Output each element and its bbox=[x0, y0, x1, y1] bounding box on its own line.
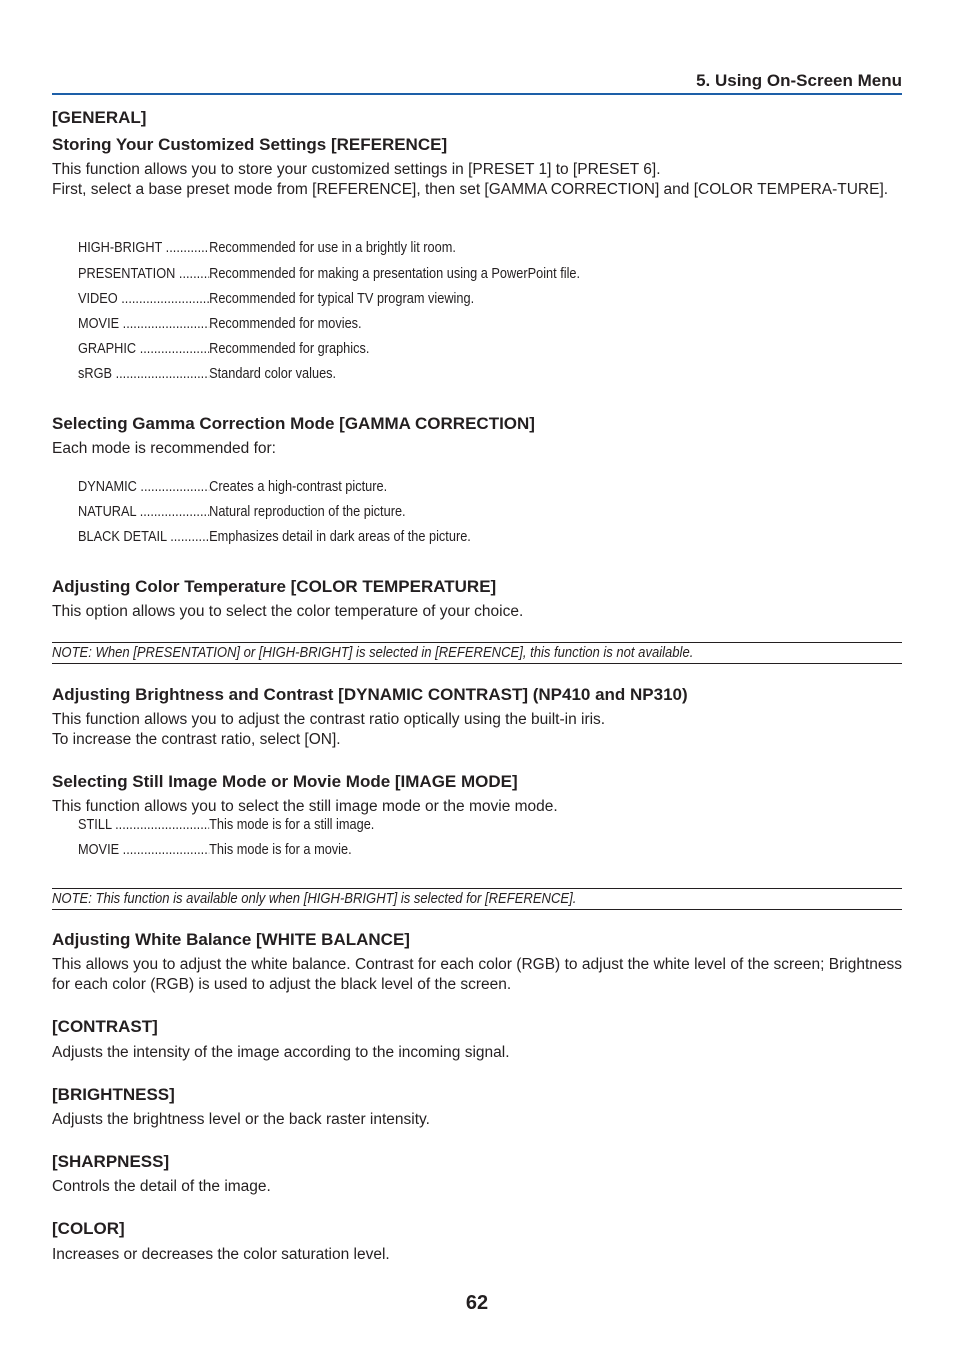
colortemp-note: NOTE: When [PRESENTATION] or [HIGH-BRIGHT] is selected in [REFERENCE], this function is not available. bbox=[52, 642, 902, 664]
list-item: NATURAL ..... Natural reproduction of the picture. bbox=[78, 504, 406, 524]
list-item: GRAPHIC ..... Recommended for graphics. bbox=[78, 341, 369, 361]
gamma-heading: Selecting Gamma Correction Mode [GAMMA CORRECTION] bbox=[52, 414, 535, 433]
list-item: MOVIE ..... This mode is for a movie. bbox=[78, 842, 352, 862]
colortemp-text: This option allows you to select the color temperature of your choice. bbox=[52, 603, 524, 620]
contrast-text: Adjusts the intensity of the image according to the incoming signal. bbox=[52, 1044, 510, 1061]
header-rule bbox=[52, 93, 902, 95]
list-item: MOVIE ..... Recommended for movies. bbox=[78, 316, 362, 336]
reference-text-2: First, select a base preset mode from [REFERENCE], then set [GAMMA CORRECTION] and [COLOR TEMPERA-TURE]. bbox=[52, 181, 889, 198]
sharpness-text: Controls the detail of the image. bbox=[52, 1178, 271, 1195]
reference-text-1: This function allows you to store your customized settings in [PRESET 1] to [PRESET 6]. bbox=[52, 161, 661, 178]
contrast-heading: [CONTRAST] bbox=[52, 1017, 158, 1036]
section-header: 5. Using On-Screen Menu bbox=[696, 71, 902, 90]
dyncontrast-text-2: To increase the contrast ratio, select [ON]. bbox=[52, 731, 341, 748]
color-heading: [COLOR] bbox=[52, 1219, 125, 1238]
brightness-text: Adjusts the brightness level or the back raster intensity. bbox=[52, 1111, 430, 1128]
page-number: 62 bbox=[465, 1292, 489, 1314]
list-item: sRGB ..... Standard color values. bbox=[78, 366, 336, 386]
reference-heading: Storing Your Customized Settings [REFERENCE] bbox=[52, 135, 448, 154]
whitebalance-heading: Adjusting White Balance [WHITE BALANCE] bbox=[52, 930, 410, 949]
dyncontrast-text-1: This function allows you to adjust the contrast ratio optically using the built-in iris. bbox=[52, 711, 606, 728]
whitebalance-text: This allows you to adjust the white balance. Contrast for each color (RGB) to adjust the white level of the screen; Brightness for each color (RGB) is used to adjust the black level of the screen. bbox=[52, 956, 902, 993]
dyncontrast-heading: Adjusting Brightness and Contrast [DYNAMIC CONTRAST] (NP410 and NP310) bbox=[52, 685, 688, 704]
sharpness-heading: [SHARPNESS] bbox=[52, 1152, 170, 1171]
list-item: HIGH-BRIGHT ..... Recommended for use in a brightly lit room. bbox=[78, 240, 456, 260]
list-item: BLACK DETAIL ..... Emphasizes detail in dark areas of the picture. bbox=[78, 529, 471, 549]
gamma-intro: Each mode is recommended for: bbox=[52, 440, 276, 457]
color-text: Increases or decreases the color saturation level. bbox=[52, 1246, 390, 1263]
imagemode-text: This function allows you to select the still image mode or the movie mode. bbox=[52, 798, 558, 815]
list-item: DYNAMIC ..... Creates a high-contrast picture. bbox=[78, 479, 387, 499]
general-heading: [GENERAL] bbox=[52, 108, 147, 127]
imagemode-note: NOTE: This function is available only when [HIGH-BRIGHT] is selected for [REFERENCE]. bbox=[52, 888, 902, 910]
list-item: PRESENTATION ..... Recommended for making a presentation using a PowerPoint file. bbox=[78, 266, 580, 286]
colortemp-heading: Adjusting Color Temperature [COLOR TEMPERATURE] bbox=[52, 577, 497, 596]
list-item: STILL ..... This mode is for a still image. bbox=[78, 817, 374, 837]
list-item: VIDEO ..... Recommended for typical TV program viewing. bbox=[78, 291, 474, 311]
brightness-heading: [BRIGHTNESS] bbox=[52, 1085, 175, 1104]
imagemode-heading: Selecting Still Image Mode or Movie Mode [IMAGE MODE] bbox=[52, 772, 518, 791]
